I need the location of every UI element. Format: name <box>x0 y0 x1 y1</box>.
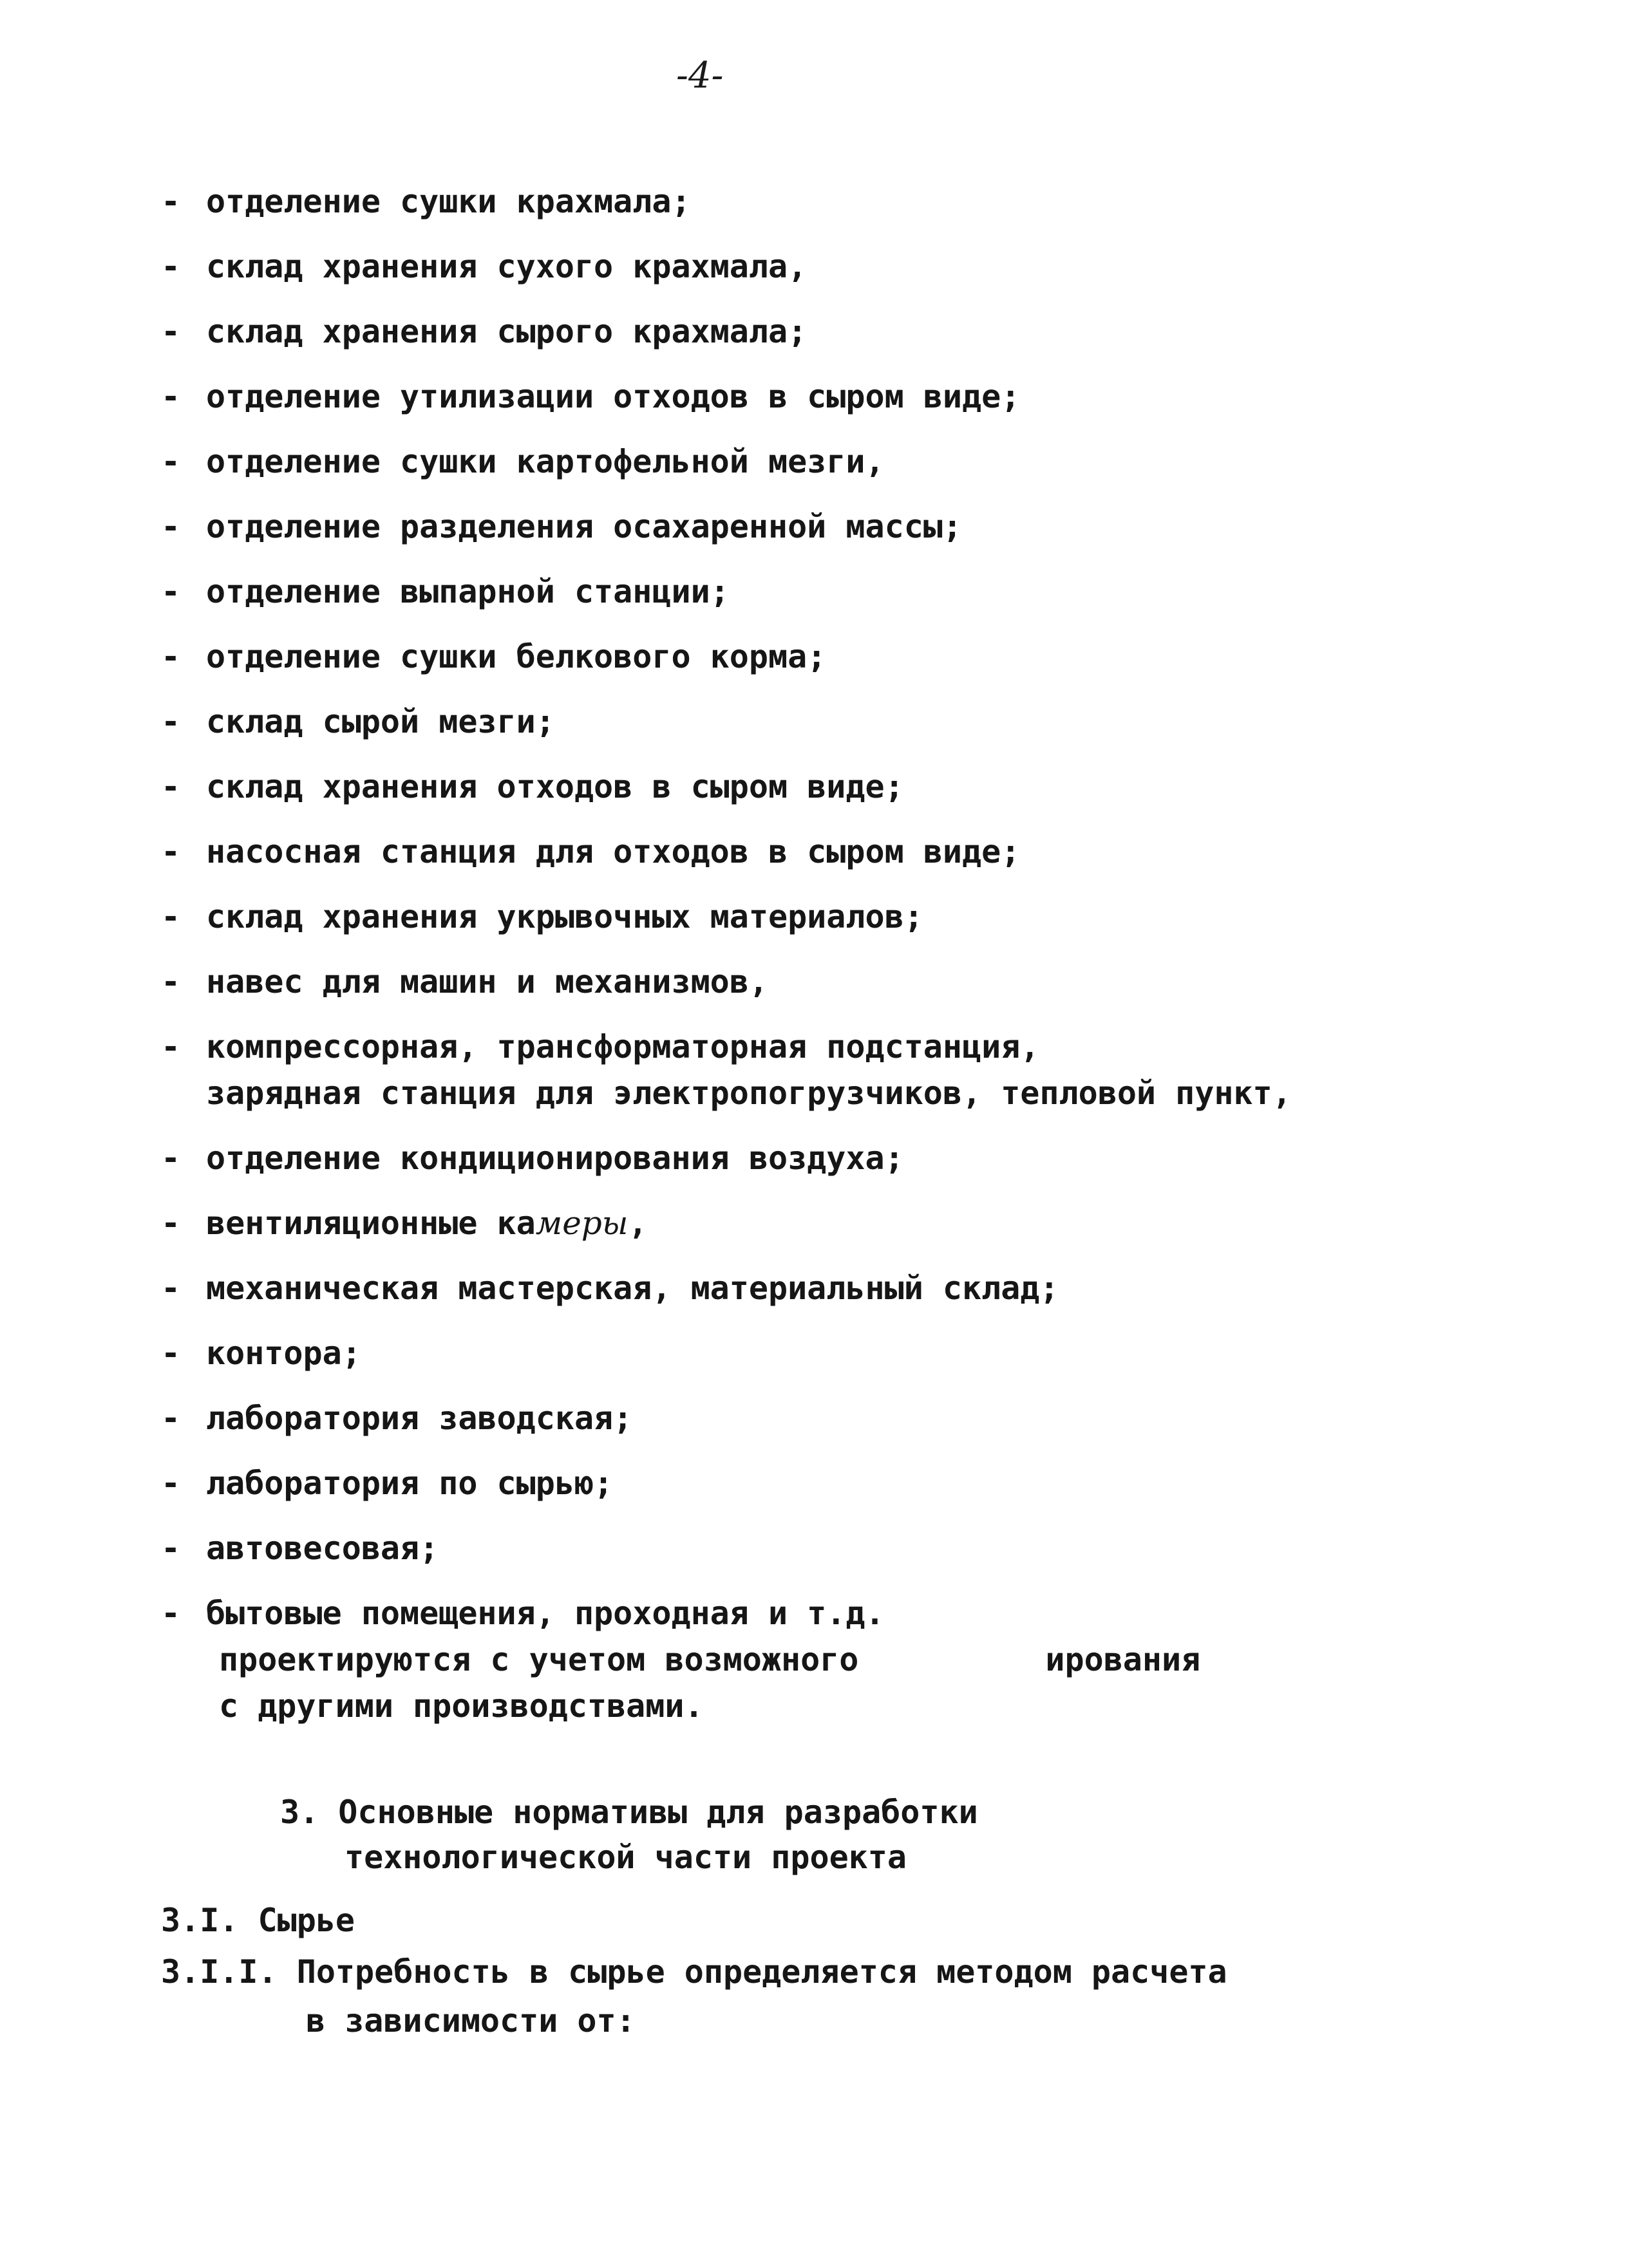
section-heading-line: 3. Основные нормативы для разработки <box>280 1794 978 1831</box>
list-item: - лаборатория по сырью; <box>161 1462 1292 1504</box>
list-dash: - <box>161 833 181 870</box>
paragraph-line: 3.I.I. Потребность в сырье определяется методом расчета <box>161 1953 1227 1991</box>
list-dash: - <box>161 1530 181 1567</box>
list-dash: - <box>161 638 181 675</box>
list-item-continuation: проектируются с учетом возможного ирования <box>219 1641 1201 1678</box>
list-item-continuation: зарядная станция для электропогрузчиков, тепловой пункт, <box>206 1074 1292 1112</box>
list-item: - склад хранения отходов в сыром виде; <box>161 765 1292 808</box>
list-dash: - <box>161 1400 181 1437</box>
list-item: - отделение разделения осахаренной массы; <box>161 505 1292 548</box>
handwritten-correction: меры <box>535 1204 628 1242</box>
list-item-compressor <box>161 1026 1292 1114</box>
list-dash: - <box>161 703 181 740</box>
list-item: - контора; <box>161 1332 1292 1374</box>
list-item: - насосная станция для отходов в сыром виде; <box>161 830 1292 873</box>
list-dash: - <box>161 508 181 545</box>
list-item: - склад хранения сырого крахмала; <box>161 310 1292 353</box>
list-dash: - <box>161 1139 181 1177</box>
section-heading <box>280 1790 978 1880</box>
list-item: - отделение сушки картофельной мезги, <box>161 440 1292 483</box>
list-item-household <box>161 1592 1292 1727</box>
list-item-line: компрессорная, трансформаторная подстанция, <box>206 1028 1040 1065</box>
list-item: - отделение утилизации отходов в сыром виде; <box>161 375 1292 418</box>
list-item: - склад сырой мезги; <box>161 700 1292 743</box>
list-dash: - <box>161 963 181 1000</box>
section-heading-line: технологической части проекта <box>345 1839 907 1876</box>
list-dash: - <box>161 898 181 935</box>
list-item: - склад хранения сухого крахмала, <box>161 245 1292 288</box>
list-item: - отделение кондиционирования воздуха; <box>161 1137 1292 1179</box>
list-dash: - <box>161 1028 181 1065</box>
list-item: - отделение сушки белкового корма; <box>161 635 1292 678</box>
list-dash: - <box>161 768 181 805</box>
list-item-line: бытовые помещения, проходная и т.д. <box>206 1595 885 1632</box>
typed-text: вентиляционные ка <box>206 1204 536 1242</box>
paragraph-line: в зависимости от: <box>306 2002 636 2039</box>
list-item: - отделение сушки крахмала; <box>161 180 1292 223</box>
list-dash: - <box>161 1204 181 1242</box>
list-dash: - <box>161 248 181 285</box>
list-dash: - <box>161 313 181 350</box>
list-dash: - <box>161 1335 181 1372</box>
list-item: - отделение выпарной станции; <box>161 570 1292 613</box>
list-item: - склад хранения укрывочных материалов; <box>161 895 1292 938</box>
list-dash: - <box>161 378 181 415</box>
list-dash: - <box>161 443 181 480</box>
page-number: -4- <box>676 55 724 97</box>
list-item: - лаборатория заводская; <box>161 1397 1292 1439</box>
list-dash: - <box>161 573 181 610</box>
list-item-ventilation: - вентиляционные камеры, <box>161 1202 1292 1244</box>
list-item-continuation: с другими производствами. <box>219 1687 704 1725</box>
subsection-paragraph <box>161 1951 1227 2042</box>
facility-list <box>161 180 1292 1750</box>
list-item: - автовесовая; <box>161 1527 1292 1570</box>
subsection-title: 3.I. Сырье <box>161 1902 355 1939</box>
list-dash: - <box>161 183 181 220</box>
list-item: - механическая мастерская, материальный склад; <box>161 1267 1292 1309</box>
list-dash: - <box>161 1270 181 1307</box>
list-dash: - <box>161 1465 181 1502</box>
list-item: - навес для машин и механизмов, <box>161 961 1292 1003</box>
list-dash: - <box>161 1595 181 1632</box>
